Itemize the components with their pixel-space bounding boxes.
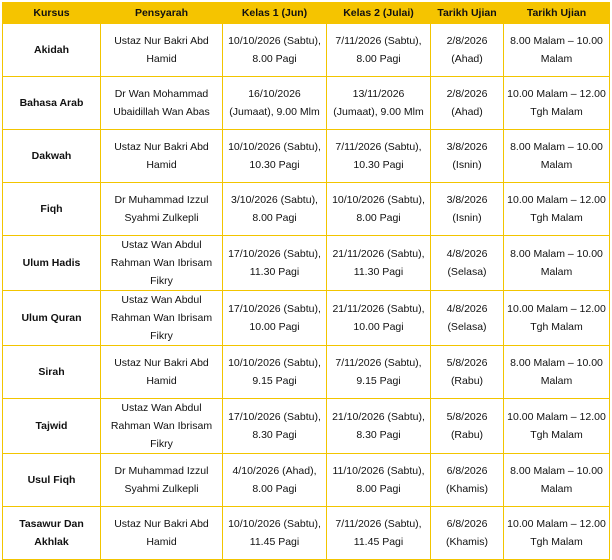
header-masa-ujian: Tarikh Ujian: [504, 3, 610, 24]
table-row: [3, 183, 610, 236]
lecturer-cell: Dr Muhammad Izzul Syahmi Zulkepli: [101, 454, 223, 507]
table-row: [3, 291, 610, 346]
lecturer-cell: Dr Wan Mohammad Ubaidillah Wan Abas: [101, 77, 223, 130]
class1-cell: 10/10/2026 (Sabtu), 9.15 Pagi: [223, 346, 327, 399]
exam-time-cell: 8.00 Malam – 10.00 Malam: [504, 454, 610, 507]
exam-date-cell: 6/8/2026 (Khamis): [431, 454, 504, 507]
table-row: [3, 24, 610, 77]
exam-date-cell: 3/8/2026 (Isnin): [431, 183, 504, 236]
exam-date-cell: 3/8/2026 (Isnin): [431, 130, 504, 183]
table-header-row: [3, 3, 610, 24]
class2-cell: 21/10/2026 (Sabtu), 8.30 Pagi: [327, 399, 431, 454]
exam-time-cell: 10.00 Malam – 12.00 Tgh Malam: [504, 183, 610, 236]
exam-date-cell: 4/8/2026 (Selasa): [431, 236, 504, 291]
class2-cell: 10/10/2026 (Sabtu), 8.00 Pagi: [327, 183, 431, 236]
lecturer-cell: Ustaz Wan Abdul Rahman Wan Ibrisam Fikry: [101, 291, 223, 346]
exam-date-cell: 6/8/2026 (Khamis): [431, 507, 504, 560]
table-row: [3, 77, 610, 130]
lecturer-cell: Ustaz Wan Abdul Rahman Wan Ibrisam Fikry: [101, 236, 223, 291]
class1-cell: 17/10/2026 (Sabtu), 10.00 Pagi: [223, 291, 327, 346]
header-pensyarah: Pensyarah: [101, 3, 223, 24]
course-name-cell: Usul Fiqh: [3, 454, 101, 507]
exam-time-cell: 8.00 Malam – 10.00 Malam: [504, 24, 610, 77]
class2-cell: 13/11/2026 (Jumaat), 9.00 Mlm: [327, 77, 431, 130]
exam-time-cell: 8.00 Malam – 10.00 Malam: [504, 130, 610, 183]
exam-time-cell: 8.00 Malam – 10.00 Malam: [504, 346, 610, 399]
exam-date-cell: 5/8/2026 (Rabu): [431, 346, 504, 399]
class1-cell: 17/10/2026 (Sabtu), 8.30 Pagi: [223, 399, 327, 454]
class2-cell: 21/11/2026 (Sabtu), 11.30 Pagi: [327, 236, 431, 291]
course-name-cell: Ulum Hadis: [3, 236, 101, 291]
header-tarikh-ujian: Tarikh Ujian: [431, 3, 504, 24]
class1-cell: 4/10/2026 (Ahad), 8.00 Pagi: [223, 454, 327, 507]
lecturer-cell: Ustaz Nur Bakri Abd Hamid: [101, 346, 223, 399]
class2-cell: 11/10/2026 (Sabtu), 8.00 Pagi: [327, 454, 431, 507]
class2-cell: 7/11/2026 (Sabtu), 11.45 Pagi: [327, 507, 431, 560]
lecturer-cell: Dr Muhammad Izzul Syahmi Zulkepli: [101, 183, 223, 236]
course-name-cell: Akidah: [3, 24, 101, 77]
course-name-cell: Fiqh: [3, 183, 101, 236]
lecturer-cell: Ustaz Nur Bakri Abd Hamid: [101, 507, 223, 560]
class1-cell: 17/10/2026 (Sabtu), 11.30 Pagi: [223, 236, 327, 291]
exam-time-cell: 8.00 Malam – 10.00 Malam: [504, 236, 610, 291]
lecturer-cell: Ustaz Nur Bakri Abd Hamid: [101, 24, 223, 77]
course-name-cell: Dakwah: [3, 130, 101, 183]
exam-date-cell: 4/8/2026 (Selasa): [431, 291, 504, 346]
class1-cell: 3/10/2026 (Sabtu), 8.00 Pagi: [223, 183, 327, 236]
exam-time-cell: 10.00 Malam – 12.00 Tgh Malam: [504, 77, 610, 130]
exam-date-cell: 2/8/2026 (Ahad): [431, 77, 504, 130]
class2-cell: 7/11/2026 (Sabtu), 10.30 Pagi: [327, 130, 431, 183]
exam-date-cell: 5/8/2026 (Rabu): [431, 399, 504, 454]
class1-cell: 10/10/2026 (Sabtu), 10.30 Pagi: [223, 130, 327, 183]
table-row: [3, 399, 610, 454]
course-name-cell: Tasawur Dan Akhlak: [3, 507, 101, 560]
header-kelas2: Kelas 2 (Julai): [327, 3, 431, 24]
course-name-cell: Sirah: [3, 346, 101, 399]
class2-cell: 21/11/2026 (Sabtu), 10.00 Pagi: [327, 291, 431, 346]
class1-cell: 10/10/2026 (Sabtu), 11.45 Pagi: [223, 507, 327, 560]
table-row: [3, 346, 610, 399]
exam-time-cell: 10.00 Malam – 12.00 Tgh Malam: [504, 507, 610, 560]
table-row: [3, 507, 610, 560]
table-row: [3, 130, 610, 183]
lecturer-cell: Ustaz Wan Abdul Rahman Wan Ibrisam Fikry: [101, 399, 223, 454]
schedule-table: [2, 2, 610, 560]
exam-time-cell: 10.00 Malam – 12.00 Tgh Malam: [504, 399, 610, 454]
class1-cell: 16/10/2026 (Jumaat), 9.00 Mlm: [223, 77, 327, 130]
class1-cell: 10/10/2026 (Sabtu), 8.00 Pagi: [223, 24, 327, 77]
course-name-cell: Ulum Quran: [3, 291, 101, 346]
exam-date-cell: 2/8/2026 (Ahad): [431, 24, 504, 77]
lecturer-cell: Ustaz Nur Bakri Abd Hamid: [101, 130, 223, 183]
course-name-cell: Bahasa Arab: [3, 77, 101, 130]
class2-cell: 7/11/2026 (Sabtu), 9.15 Pagi: [327, 346, 431, 399]
table-row: [3, 236, 610, 291]
exam-time-cell: 10.00 Malam – 12.00 Tgh Malam: [504, 291, 610, 346]
course-name-cell: Tajwid: [3, 399, 101, 454]
header-kursus: Kursus: [3, 3, 101, 24]
class2-cell: 7/11/2026 (Sabtu), 8.00 Pagi: [327, 24, 431, 77]
header-kelas1: Kelas 1 (Jun): [223, 3, 327, 24]
table-row: [3, 454, 610, 507]
